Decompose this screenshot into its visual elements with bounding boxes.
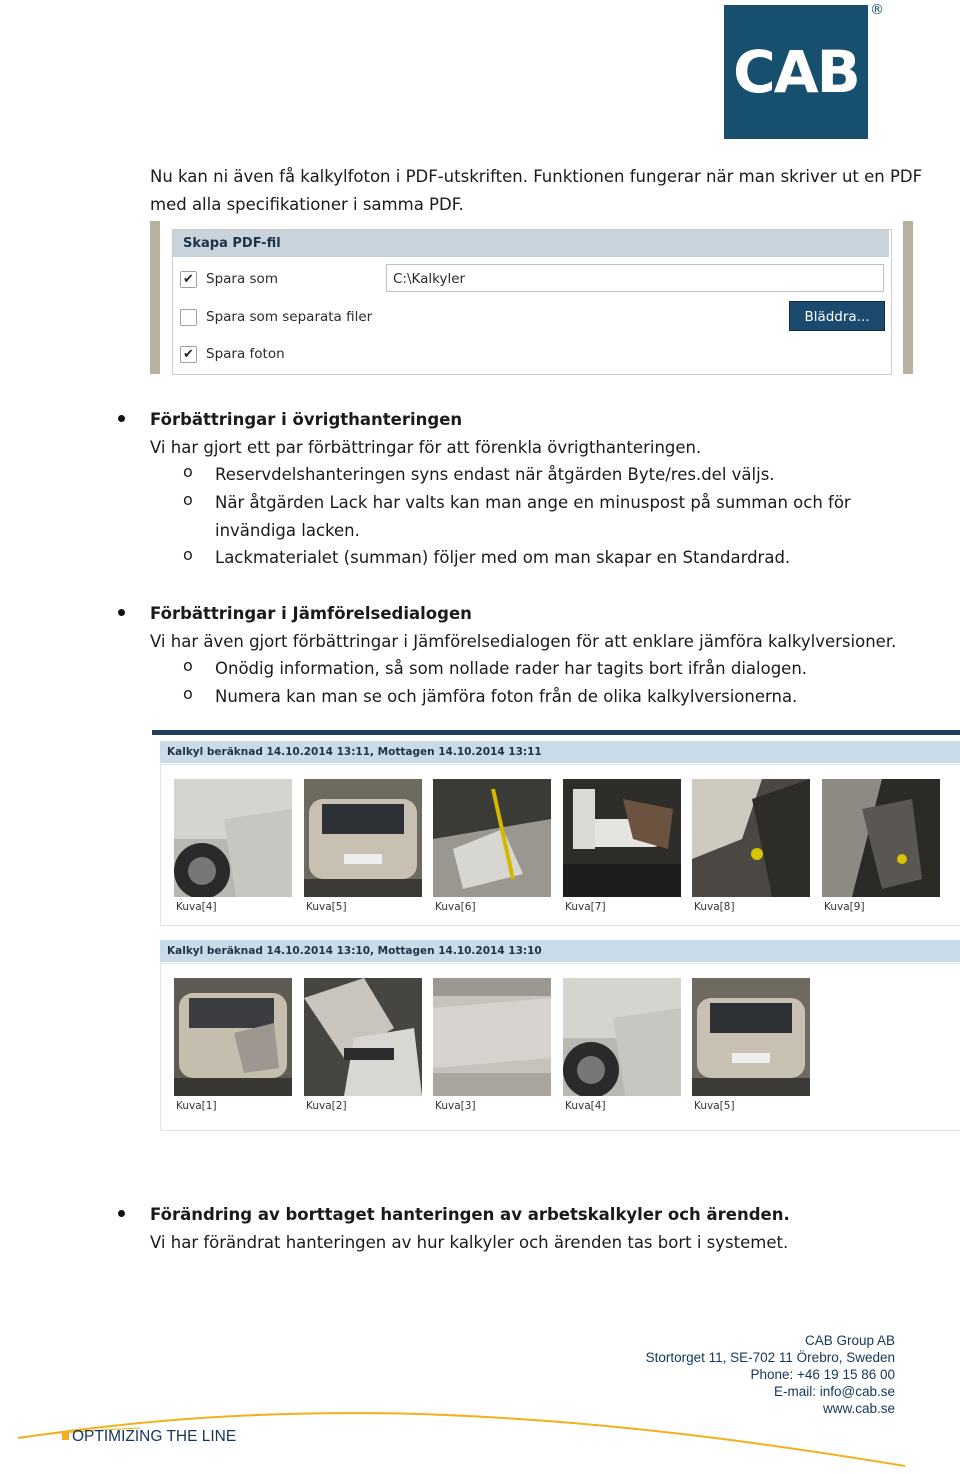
section2-item-2: Numera kan man se och jämföra foton från de olika kalkylversionerna. — [215, 687, 798, 706]
spara-som-label: Spara som — [206, 271, 278, 287]
section2-intro: Vi har även gjort förbättringar i Jämförelsedialogen för att enklare jämföra kalkylversioner. — [150, 632, 897, 651]
photo-caption: Kuva[5] — [694, 1100, 735, 1112]
cab-logo — [724, 5, 868, 139]
photo-thumbnail[interactable] — [692, 978, 810, 1100]
sub-bullet-icon: o — [183, 545, 193, 564]
section1-item-2-cont: invändiga lacken. — [215, 521, 360, 540]
browse-button[interactable]: Bläddra... — [789, 301, 885, 331]
bullet-icon — [118, 1210, 125, 1217]
section1-item-2: När åtgärden Lack har valts kan man ange en minuspost på summan och för — [215, 493, 851, 512]
sub-bullet-icon: o — [183, 490, 193, 509]
sub-bullet-icon: o — [183, 656, 193, 675]
separata-filer-label: Spara som separata filer — [206, 309, 373, 325]
photo-thumbnail[interactable] — [563, 779, 681, 901]
intro-line-2: med alla specifikationer i samma PDF. — [150, 195, 464, 214]
photo-caption: Kuva[4] — [176, 901, 217, 913]
footer-contact — [646, 1332, 895, 1417]
tagline-square-icon — [62, 1433, 69, 1440]
spara-foton-label: Spara foton — [206, 346, 285, 362]
photo-thumbnail[interactable] — [304, 779, 422, 901]
section1-title: Förbättringar i övrigthanteringen — [150, 410, 463, 429]
footer-phone: Phone: +46 19 15 86 00 — [750, 1367, 895, 1382]
photo-caption: Kuva[9] — [824, 901, 865, 913]
photo-caption: Kuva[2] — [306, 1100, 347, 1112]
section2-title: Förbättringar i Jämförelsedialogen — [150, 604, 472, 623]
compare-header-1-text: Kalkyl beräknad 14.10.2014 13:11, Mottagen 14.10.2014 13:11 — [167, 746, 542, 758]
section3-title: Förändring av borttaget hanteringen av arbetskalkyler och ärenden. — [150, 1205, 790, 1224]
section1-intro: Vi har gjort ett par förbättringar för att förenkla övrigthanteringen. — [150, 438, 702, 457]
separata-filer-checkbox[interactable] — [180, 309, 197, 326]
photo-thumbnail[interactable] — [563, 978, 681, 1100]
photo-thumbnail[interactable] — [692, 779, 810, 901]
section3-intro: Vi har förändrat hanteringen av hur kalkyler och ärenden tas bort i systemet. — [150, 1233, 789, 1252]
photo-caption: Kuva[3] — [435, 1100, 476, 1112]
photo-caption: Kuva[8] — [694, 901, 735, 913]
photo-thumbnail[interactable] — [174, 779, 292, 901]
registered-mark: ® — [870, 2, 884, 18]
section1-item-3: Lackmaterialet (summan) följer med om man skapar en Standardrad. — [215, 548, 791, 567]
bullet-icon — [118, 415, 125, 422]
logo-text: CAB — [733, 38, 859, 106]
sub-bullet-icon: o — [183, 684, 193, 703]
photo-caption: Kuva[6] — [435, 901, 476, 913]
photo-caption: Kuva[4] — [565, 1100, 606, 1112]
footer-email: E-mail: info@cab.se — [774, 1384, 895, 1399]
section2-item-1: Onödig information, så som nollade rader har tagits bort ifrån dialogen. — [215, 659, 808, 678]
sub-bullet-icon: o — [183, 462, 193, 481]
footer-address: Stortorget 11, SE-702 11 Örebro, Sweden — [645, 1350, 895, 1365]
photo-thumbnail[interactable] — [433, 978, 551, 1100]
photo-thumbnail[interactable] — [174, 978, 292, 1100]
photo-thumbnail[interactable] — [433, 779, 551, 901]
pdf-dialog-title: Skapa PDF-fil — [183, 236, 281, 251]
photo-thumbnail[interactable] — [822, 779, 940, 901]
spara-foton-checkbox[interactable]: ✔ — [180, 346, 197, 363]
photo-caption: Kuva[1] — [176, 1100, 217, 1112]
footer-tagline: OPTIMIZING THE LINE — [72, 1428, 237, 1445]
photo-caption: Kuva[7] — [565, 901, 606, 913]
photo-caption: Kuva[5] — [306, 901, 347, 913]
intro-line-1: Nu kan ni även få kalkylfoton i PDF-utskriften. Funktionen fungerar när man skriver ut en PDF — [150, 167, 923, 186]
pdf-path-input[interactable]: C:\Kalkyler — [386, 264, 884, 292]
spara-som-checkbox[interactable]: ✔ — [180, 271, 197, 288]
photo-thumbnail[interactable] — [304, 978, 422, 1100]
compare-top-rule — [152, 730, 960, 735]
compare-header-2-text: Kalkyl beräknad 14.10.2014 13:10, Mottagen 14.10.2014 13:10 — [167, 945, 542, 957]
bullet-icon — [118, 609, 125, 616]
section1-item-1: Reservdelshanteringen syns endast när åtgärden Byte/res.del väljs. — [215, 465, 775, 484]
footer-web: www.cab.se — [822, 1401, 895, 1416]
footer-company: CAB Group AB — [804, 1333, 895, 1348]
